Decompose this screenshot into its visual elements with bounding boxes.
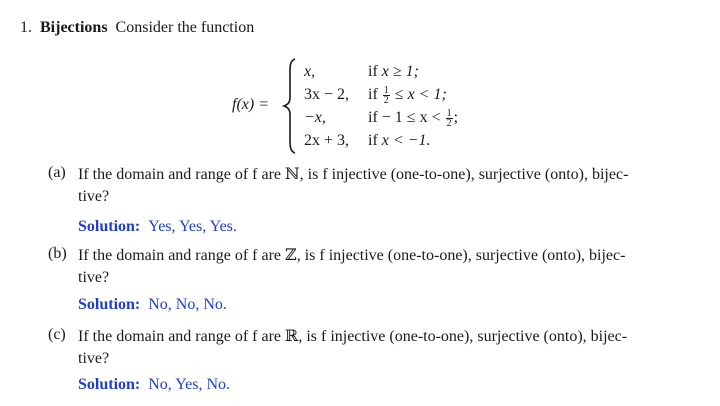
problem-intro: Consider the function	[115, 19, 255, 36]
solution-label: Solution:	[78, 376, 141, 393]
case-expression: 3x − 2,	[304, 86, 350, 103]
case-expression: −x,	[304, 109, 326, 126]
question-line-2: tive?	[78, 350, 110, 367]
case-condition-text: x ≥ 1;	[381, 63, 419, 80]
solution-answer: No, Yes, No.	[148, 376, 231, 393]
solution-answer: No, No, No.	[148, 296, 227, 313]
case-condition-prefix: if	[368, 86, 382, 103]
problem-header	[20, 18, 254, 38]
problem-title: Bijections	[40, 19, 108, 36]
part-label: (b)	[48, 245, 67, 262]
case-condition-prefix: if	[368, 63, 382, 80]
function-name: f(x) =	[232, 96, 269, 113]
case-expression: 2x + 3,	[304, 132, 350, 149]
question-line-1: If the domain and range of f are ℤ, is f injective (one-to-one), surjective (onto), bijec-	[78, 247, 626, 264]
fraction-numerator: 1	[383, 84, 389, 96]
part-b	[48, 245, 698, 321]
question-line-2: tive?	[78, 188, 110, 205]
solution	[78, 218, 237, 236]
problem-number: 1.	[20, 19, 32, 36]
case-condition	[368, 129, 430, 152]
part-c	[48, 326, 698, 402]
solution	[78, 376, 230, 394]
fraction-numerator: 1	[446, 107, 452, 119]
question-line-1: If the domain and range of f are ℝ, is f injective (one-to-one), surjective (onto), bijec-	[78, 328, 628, 345]
case-expression: x,	[304, 63, 316, 80]
case-condition	[368, 60, 419, 83]
case-condition-text: x < −1.	[381, 132, 431, 149]
part-question	[78, 164, 698, 208]
fraction	[383, 86, 390, 105]
part-label: (a)	[48, 164, 66, 181]
fraction-denominator: 2	[446, 117, 452, 129]
solution-label: Solution:	[78, 218, 141, 235]
case-condition-prefix: if	[368, 132, 382, 149]
part-label: (c)	[48, 326, 66, 343]
solution-answer: Yes, Yes, Yes.	[148, 218, 237, 235]
part-question	[78, 326, 698, 370]
fraction-denominator: 2	[383, 94, 389, 106]
solution-label: Solution:	[78, 296, 141, 313]
case-condition-prefix: if − 1 ≤ x <	[368, 109, 445, 126]
question-line-1: If the domain and range of f are ℕ, is f injective (one-to-one), surjective (onto), bijec-	[78, 166, 629, 183]
case-condition-text: ;	[453, 109, 459, 126]
case-condition	[368, 83, 447, 106]
fraction	[446, 109, 453, 128]
part-question	[78, 245, 698, 289]
case-condition-text: ≤ x < 1;	[390, 86, 447, 103]
solution	[78, 296, 227, 314]
left-brace-icon	[282, 58, 298, 154]
part-a	[48, 164, 698, 240]
case-condition	[368, 106, 458, 129]
question-line-2: tive?	[78, 269, 110, 286]
